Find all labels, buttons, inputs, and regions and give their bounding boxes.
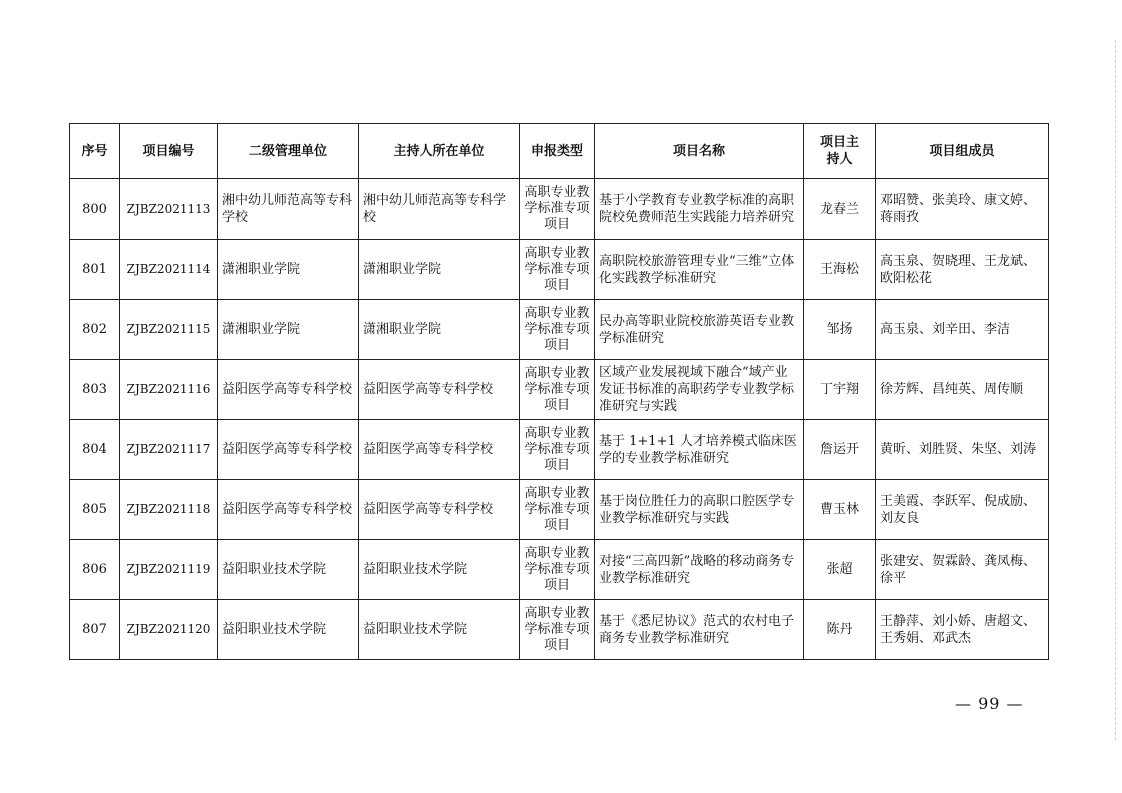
cell-host: 张超: [804, 540, 876, 600]
project-table: [69, 123, 1049, 660]
table-row: [70, 360, 1049, 420]
cell-members: 高玉泉、贺晓理、王龙斌、欧阳松花: [876, 240, 1049, 300]
table-row: [70, 240, 1049, 300]
cell-host: 曹玉林: [804, 480, 876, 540]
table-row: [70, 480, 1049, 540]
cell-members: 高玉泉、刘辛田、李洁: [876, 300, 1049, 360]
cell-host-unit: 益阳职业技术学院: [359, 600, 520, 660]
cell-host: 陈丹: [804, 600, 876, 660]
cell-type: 高职专业教学标准专项项目: [520, 240, 595, 300]
header-seq: 序号: [70, 124, 120, 179]
cell-host-unit: 益阳医学高等专科学校: [359, 480, 520, 540]
cell-type: 高职专业教学标准专项项目: [520, 300, 595, 360]
cell-host: 邹扬: [804, 300, 876, 360]
header-name: 项目名称: [595, 124, 804, 179]
cell-code: ZJBZ2021116: [120, 360, 218, 420]
cell-name: 基于岗位胜任力的高职口腔医学专业教学标准研究与实践: [595, 480, 804, 540]
cell-seq: 802: [70, 300, 120, 360]
cell-host-unit: 潇湘职业学院: [359, 300, 520, 360]
cell-unit: 益阳职业技术学院: [218, 600, 359, 660]
cell-host: 龙春兰: [804, 179, 876, 240]
cell-name: 高职院校旅游管理专业“三维”立体化实践教学标准研究: [595, 240, 804, 300]
cell-seq: 803: [70, 360, 120, 420]
table-row: [70, 300, 1049, 360]
cell-code: ZJBZ2021117: [120, 420, 218, 480]
cell-host-unit: 益阳职业技术学院: [359, 540, 520, 600]
cell-members: 黄昕、刘胜贤、朱坚、刘涛: [876, 420, 1049, 480]
cell-members: 王静萍、刘小娇、唐超文、王秀娟、邓武杰: [876, 600, 1049, 660]
cell-host-unit: 益阳医学高等专科学校: [359, 420, 520, 480]
scan-edge-mark: [1114, 40, 1116, 740]
cell-host-unit: 湘中幼儿师范高等专科学校: [359, 179, 520, 240]
cell-host-unit: 潇湘职业学院: [359, 240, 520, 300]
cell-type: 高职专业教学标准专项项目: [520, 540, 595, 600]
cell-members: 王美霞、李跃军、倪成励、刘友良: [876, 480, 1049, 540]
cell-host: 王海松: [804, 240, 876, 300]
cell-members: 邓昭赞、张美玲、康文婷、蒋雨孜: [876, 179, 1049, 240]
cell-code: ZJBZ2021114: [120, 240, 218, 300]
header-code: 项目编号: [120, 124, 218, 179]
cell-unit: 湘中幼儿师范高等专科学校: [218, 179, 359, 240]
cell-code: ZJBZ2021118: [120, 480, 218, 540]
cell-seq: 806: [70, 540, 120, 600]
cell-name: 区域产业发展视域下融合“域产业发证书标准的高职药学专业教学标准研究与实践: [595, 360, 804, 420]
cell-code: ZJBZ2021120: [120, 600, 218, 660]
header-row: [70, 124, 1049, 179]
cell-unit: 益阳职业技术学院: [218, 540, 359, 600]
cell-seq: 801: [70, 240, 120, 300]
table-row: [70, 540, 1049, 600]
cell-unit: 潇湘职业学院: [218, 300, 359, 360]
header-host: 项目主持人: [804, 124, 876, 179]
header-type: 申报类型: [520, 124, 595, 179]
table-row: [70, 420, 1049, 480]
cell-seq: 807: [70, 600, 120, 660]
cell-host-unit: 益阳医学高等专科学校: [359, 360, 520, 420]
cell-host: 詹运开: [804, 420, 876, 480]
cell-name: 基于 1+1+1 人才培养模式临床医学的专业教学标准研究: [595, 420, 804, 480]
cell-unit: 益阳医学高等专科学校: [218, 420, 359, 480]
table-row: [70, 600, 1049, 660]
table-header: [70, 124, 1049, 179]
cell-code: ZJBZ2021115: [120, 300, 218, 360]
cell-unit: 益阳医学高等专科学校: [218, 360, 359, 420]
cell-type: 高职专业教学标准专项项目: [520, 480, 595, 540]
cell-code: ZJBZ2021119: [120, 540, 218, 600]
cell-name: 对接“三高四新”战略的移动商务专业教学标准研究: [595, 540, 804, 600]
table-row: [70, 179, 1049, 240]
header-unit: 二级管理单位: [218, 124, 359, 179]
cell-unit: 益阳医学高等专科学校: [218, 480, 359, 540]
cell-members: 徐芳辉、昌纯英、周传顺: [876, 360, 1049, 420]
table-body: [70, 179, 1049, 660]
cell-unit: 潇湘职业学院: [218, 240, 359, 300]
cell-type: 高职专业教学标准专项项目: [520, 600, 595, 660]
cell-host: 丁宇翔: [804, 360, 876, 420]
cell-name: 基于《悉尼协议》范式的农村电子商务专业教学标准研究: [595, 600, 804, 660]
cell-seq: 800: [70, 179, 120, 240]
cell-type: 高职专业教学标准专项项目: [520, 360, 595, 420]
header-members: 项目组成员: [876, 124, 1049, 179]
cell-seq: 804: [70, 420, 120, 480]
header-host-unit: 主持人所在单位: [359, 124, 520, 179]
cell-code: ZJBZ2021113: [120, 179, 218, 240]
cell-name: 基于小学教育专业教学标准的高职院校免费师范生实践能力培养研究: [595, 179, 804, 240]
cell-name: 民办高等职业院校旅游英语专业教学标准研究: [595, 300, 804, 360]
cell-type: 高职专业教学标准专项项目: [520, 179, 595, 240]
page-number: — 99 —: [955, 694, 1024, 713]
cell-members: 张建安、贺霖龄、龚凤梅、徐平: [876, 540, 1049, 600]
cell-type: 高职专业教学标准专项项目: [520, 420, 595, 480]
cell-seq: 805: [70, 480, 120, 540]
